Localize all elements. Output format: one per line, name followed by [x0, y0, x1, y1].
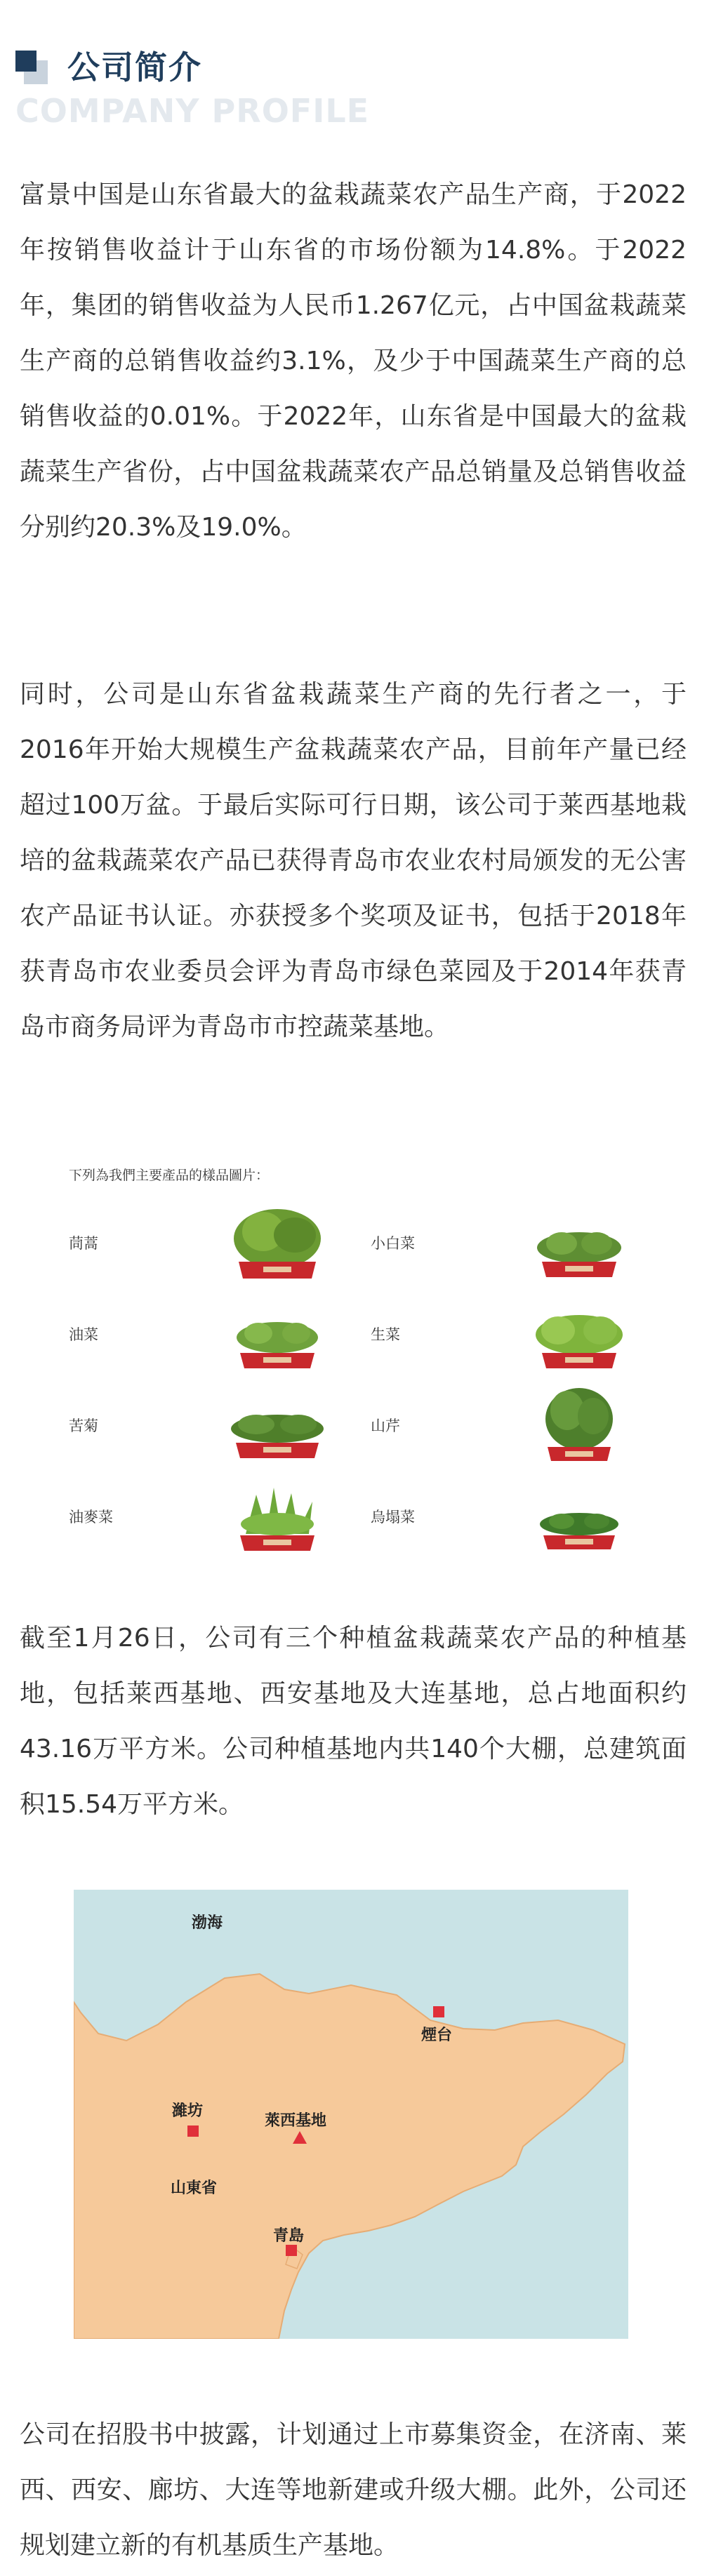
map-city-label: 濰坊: [172, 2102, 204, 2120]
product-name: 生菜: [371, 1326, 400, 1343]
potted-vegetable-image: [225, 1382, 330, 1474]
potted-vegetable-image: [526, 1200, 632, 1291]
product-item: [56, 1474, 358, 1565]
potted-vegetable-image: [526, 1474, 632, 1565]
product-item: [56, 1291, 358, 1382]
city-marker: [433, 2006, 444, 2017]
product-item: [358, 1291, 660, 1382]
product-name: 油麥菜: [69, 1509, 113, 1526]
map-city-label: 煙台: [421, 2026, 453, 2044]
map-base-label: 萊西基地: [265, 2111, 327, 2130]
potted-vegetable-image: [526, 1291, 632, 1382]
map-province-label: 山東省: [171, 2179, 218, 2197]
product-samples-caption: 下列為我們主要產品的樣品圖片：: [69, 1168, 270, 1183]
city-marker: [187, 2125, 199, 2137]
map-background: [74, 1890, 628, 2339]
section-subtitle-en: COMPANY PROFILE: [15, 92, 370, 130]
potted-vegetable-image: [225, 1200, 330, 1291]
product-item: [56, 1200, 358, 1291]
product-name: 烏塌菜: [371, 1509, 415, 1526]
product-samples-figure: [56, 1151, 660, 1558]
section-header: [15, 44, 437, 135]
bases-paragraph: 截至1月26日，公司有三个种植盆栽蔬菜农产品的种植基地，包括莱西基地、西安基地及大连基地，总占地面积约43.16万平方米。公司种植基地内共140个大棚，总建筑面积15.54万平方米。: [20, 1624, 687, 1819]
product-name: 小白菜: [371, 1235, 415, 1252]
section-title: 公司简介: [67, 48, 202, 86]
base-marker: [293, 2131, 307, 2144]
potted-vegetable-image: [225, 1474, 330, 1565]
header-decoration-square: [15, 51, 37, 72]
product-name: 苦菊: [69, 1417, 98, 1434]
map-sea-label: 渤海: [192, 1914, 223, 1932]
product-item: [358, 1474, 660, 1565]
plans-paragraph: 公司在招股书中披露，计划通过上市募集资金，在济南、莱西、西安、廊坊、大连等地新建或升级大棚。此外，公司还规划建立新的有机基质生产基地。: [20, 2420, 687, 2560]
potted-vegetable-image: [225, 1291, 330, 1382]
product-item: [358, 1200, 660, 1291]
intro-paragraph: 富景中国是山东省最大的盆栽蔬菜农产品生产商，于2022年按销售收益计于山东省的市场份额为14.8%。于2022年，集团的销售收益为人民币1.267亿元，占中国盆栽蔬菜生产商的总销售收益约3.1%，及少于中国蔬菜生产商的总销售收益的0.01%。于2022年，山东省是中国最大的盆栽蔬菜生产省份，占中国盆栽蔬菜农产品总销量及总销售收益分别约20.3%及19.0%。: [20, 180, 687, 542]
base-location-map: [74, 1890, 628, 2339]
product-item: [358, 1382, 660, 1474]
product-name: 茼蒿: [69, 1235, 98, 1252]
map-city-label: 青島: [273, 2227, 305, 2245]
potted-vegetable-image: [526, 1382, 632, 1474]
history-paragraph: 同时，公司是山东省盆栽蔬菜生产商的先行者之一，于2016年开始大规模生产盆栽蔬菜农产品，目前年产量已经超过100万盆。于最后实际可行日期，该公司于莱西基地栽培的盆栽蔬菜农产品已获得青岛市农业农村局颁发的无公害农产品证书认证。亦获授多个奖项及证书，包括于2018年获青岛市农业委员会评为青岛市绿色菜园及于2014年获青岛市商务局评为青岛市市控蔬菜基地。: [20, 680, 687, 1041]
product-name: 山芹: [371, 1417, 400, 1434]
product-item: [56, 1382, 358, 1474]
product-name: 油菜: [69, 1326, 98, 1343]
city-marker: [286, 2245, 297, 2256]
